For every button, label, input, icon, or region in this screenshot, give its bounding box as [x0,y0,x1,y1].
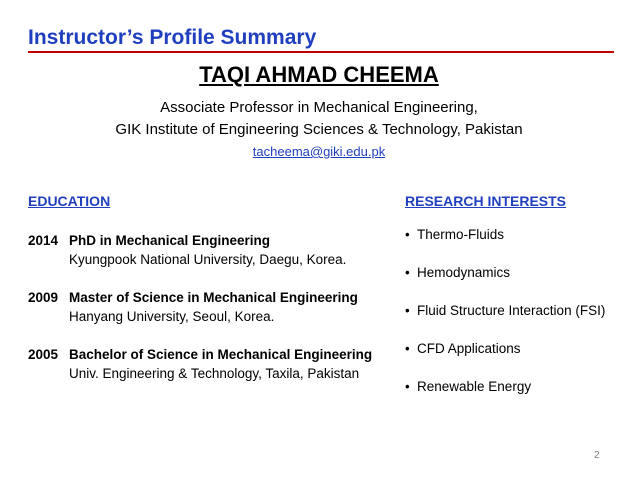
research-item [405,341,605,379]
education-year: 2014 [28,233,59,248]
position-line-2: GIK Institute of Engineering Sciences & Technology, Pakistan [115,121,523,138]
bullet-icon: • [405,303,410,318]
title-divider [28,51,614,53]
research-item-label: Hemodynamics [417,265,511,280]
education-degree: Master of Science in Mechanical Engineering [69,290,358,305]
research-item [405,303,605,341]
bullet-icon: • [405,341,410,356]
education-school: Kyungpook National University, Daegu, Korea. [69,252,347,267]
bullet-icon: • [405,379,410,394]
bullet-icon: • [405,227,410,242]
research-item-label: Fluid Structure Interaction (FSI) [417,303,606,318]
education-degree: PhD in Mechanical Engineering [69,233,271,248]
education-school: Univ. Engineering & Technology, Taxila, Pakistan [69,366,360,381]
position-line-1: Associate Professor in Mechanical Engineering, [160,99,478,116]
education-year: 2005 [28,347,59,362]
research-list [405,227,605,417]
research-item [405,265,605,303]
education-heading: EDUCATION [28,193,111,209]
education-school: Hanyang University, Seoul, Korea. [69,309,275,324]
research-item-label: Thermo-Fluids [417,227,505,242]
research-item [405,379,605,417]
education-year: 2009 [28,290,59,305]
slide-title: Instructor’s Profile Summary [28,26,317,49]
instructor-name: TAQI AHMAD CHEEMA [199,62,439,87]
bullet-icon: • [405,265,410,280]
research-item [405,227,605,265]
research-item-label: Renewable Energy [417,379,532,394]
research-item-label: CFD Applications [417,341,521,356]
education-degree: Bachelor of Science in Mechanical Engineering [69,347,373,362]
research-heading: RESEARCH INTERESTS [405,193,567,209]
email-link[interactable]: tacheema@giki.edu.pk [252,144,386,159]
page-number: 2 [594,450,600,461]
